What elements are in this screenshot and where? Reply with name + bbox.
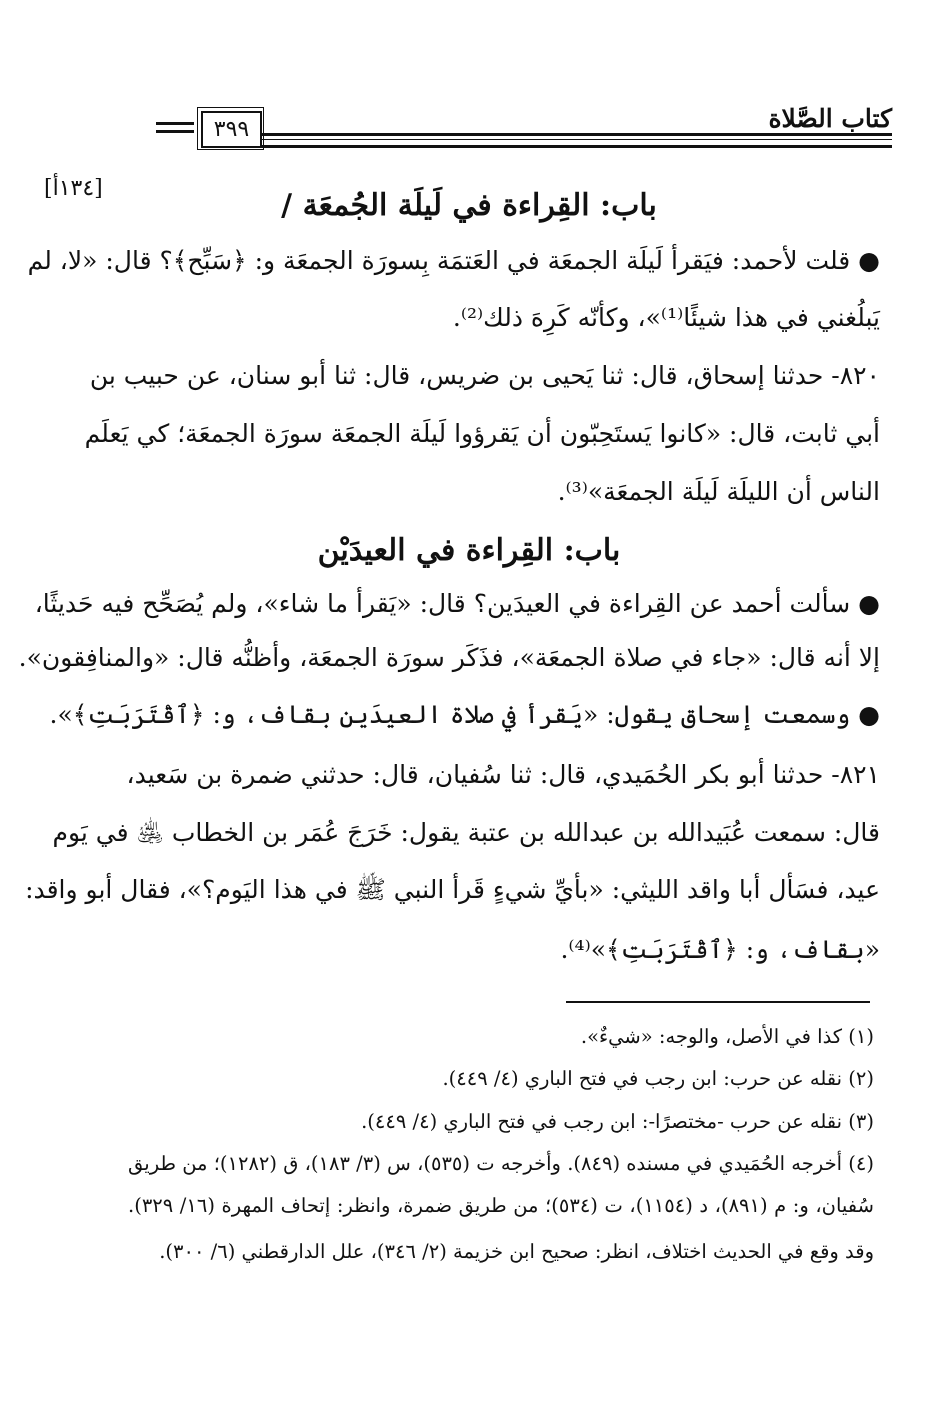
text-line: ٨٢٠- حدثنا إسحاق، قال: ثنا يَحيى بن ضريس، قال: ثنا أبو سنان، عن حبيب بن <box>89 361 880 390</box>
footnote: (٢) نقله عن حرب: ابن رجب في فتح الباري (٤/ ٤٤٩). <box>442 1067 874 1090</box>
header-rule-lower <box>262 145 892 148</box>
page-number-rule-left <box>156 122 194 125</box>
text-line: «بقاف، و: ﴿ٱقْتَرَبَتِ﴾»⁽⁴⁾. <box>560 935 880 964</box>
footnote: (١) كذا في الأصل، والوجه: «شيءٌ». <box>580 1025 874 1048</box>
text-line: إلا أنه قال: «جاء في صلاة الجمعَة»، فذَكَر سورَة الجمعَة، وأظنُّه قال: «والمنافِقون». <box>18 643 880 672</box>
header-rule-thin <box>262 139 892 140</box>
footnote: (٤) أخرجه الحُمَيدي في مسنده (٨٤٩). وأخرجه ت (٥٣٥)، س (٣/ ١٨٣)، ق (١٢٨٢)؛ من طريق <box>128 1152 874 1175</box>
text-line: ● سألت أحمد عن القِراءة في العيدَين؟ قال: «يَقرأ ما شاء»، ولم يُصَحِّح فيه حَديثًا، <box>34 589 880 618</box>
text-line: قال: سمعت عُبَيدالله بن عبدالله بن عتبة يقول: خَرَجَ عُمَر بن الخطاب ﵁ في يَوم <box>52 818 880 847</box>
running-title: كتاب الصَّلاة <box>768 104 892 133</box>
manuscript-folio-marker: [١٣٤أ] <box>44 176 103 201</box>
page-number-rule-left <box>156 130 194 133</box>
footnote-continuation: وقد وقع في الحديث اختلاف، انظر: صحيح ابن خزيمة (٢/ ٣٤٦)، علل الدارقطني (٦/ ٣٠٠). <box>159 1240 874 1263</box>
footnote-continuation: سُفيان، و: م (٨٩١)، د (١١٥٤)، ت (٥٣٤)؛ من طريق ضمرة، وانظر: إتحاف المهرة (١٦/ ٣٢٩). <box>128 1194 875 1217</box>
section-heading: باب: القِراءة في العيدَيْن <box>317 533 621 568</box>
text-line: أبي ثابت، قال: «كانوا يَستَحِبّون أن يَقرؤوا لَيلَة الجمعَة سورَة الجمعَة؛ كي يَعلَم <box>84 419 880 448</box>
footnote: (٣) نقله عن حرب -مختصرًا-: ابن رجب في فتح الباري (٤/ ٤٤٩). <box>361 1110 874 1133</box>
text-line: ● قلت لأحمد: فيَقرأ لَيلَة الجمعَة في العَتمَة بِسورَة الجمعَة و: ﴿سَبِّح﴾؟ قال: «لا، لم <box>27 246 880 275</box>
text-line: ٨٢١- حدثنا أبو بكر الحُمَيدي، قال: ثنا سُفيان، قال: حدثني ضمرة بن سَعيد، <box>126 760 880 789</box>
text-line: يَبلُغني في هذا شيئًا⁽¹⁾»، وكأنّه كَرِهَ ذلك⁽²⁾. <box>452 303 880 332</box>
text-line: عيد، فسَأل أبا واقد الليثي: «بأيِّ شيءٍ قَرأ النبي ﷺ في هذا اليَوم؟»، فقال أبو واقد: <box>25 875 880 904</box>
page-number: ٣٩٩ <box>201 111 262 148</box>
footnote-separator <box>566 1001 870 1003</box>
text-line: ● وسمعت إسحاق يقول: «يَقرأ في صلاة العيدَين بقاف، و: ﴿ٱقْتَرَبَتِ﴾». <box>49 700 880 729</box>
header-rule <box>262 133 892 136</box>
text-line: الناس أن الليلَة لَيلَة الجمعَة»⁽³⁾. <box>557 477 880 506</box>
section-heading: باب: القِراءة في لَيلَة الجُمعَة / <box>281 188 657 223</box>
